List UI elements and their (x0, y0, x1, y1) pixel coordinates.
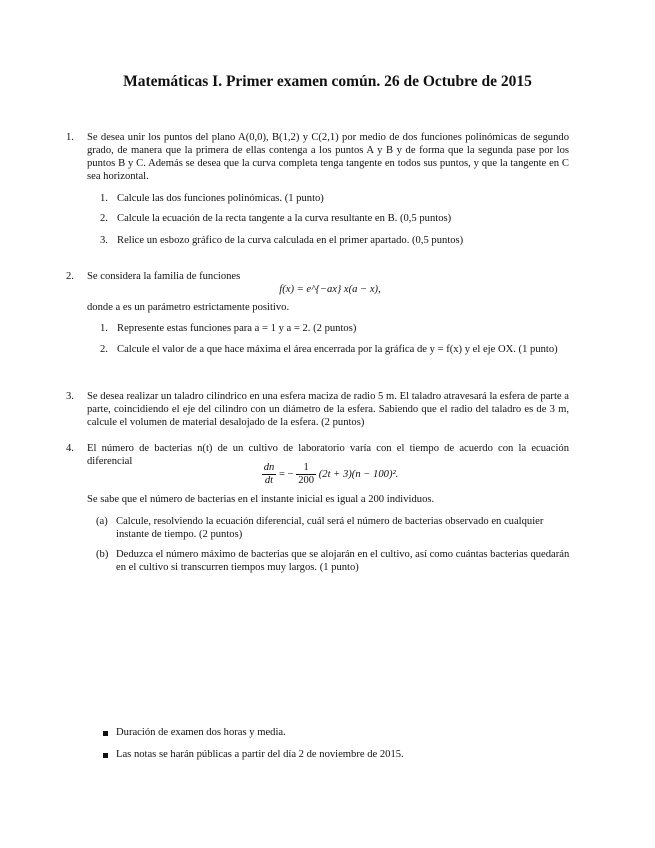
problem-2 (66, 270, 569, 283)
problem-number: 4. (66, 443, 74, 454)
exam-title: Matemáticas I. Primer examen común. 26 de Octubre de 2015 (123, 73, 532, 90)
item-text: Calcule las dos funciones polinómicas. (1 punto) (117, 193, 324, 204)
equation-rest: (2t + 3)(n − 100)². (318, 468, 399, 480)
equals-sign: = − (278, 468, 294, 480)
item-number: 2. (100, 344, 108, 355)
item-text: Relice un esbozo gráfico de la curva calculada en el primer apartado. (0,5 puntos) (117, 235, 464, 246)
bullet-icon (103, 731, 108, 736)
problem-1-item-3 (100, 234, 570, 247)
fraction-1-200 (296, 462, 316, 487)
item-text: Calcule el valor de a que hace máxima el área encerrada por la gráfica de y = f(x) y el eje OX. (1 punto) (117, 344, 558, 355)
problem-number: 2. (66, 271, 74, 282)
equation-f: f(x) = e^{−ax} x(a − x), (279, 284, 381, 295)
note-1: Duración de examen dos horas y media. (116, 727, 286, 738)
item-number: 3. (100, 235, 108, 246)
problem-text: El número de bacterias n(t) de un cultivo de laboratorio varía con el tiempo de acuerdo con la ecuación diferencial (87, 443, 569, 467)
problem-1-item-2 (100, 212, 570, 225)
problem-1-text: Se desea unir los puntos del plano A(0,0), B(1,2) y C(2,1) por medio de dos funciones polinómicas de segundo grado, de manera que la primera de ellas contenga a los puntos A y B y de forma que la segunda pase por los puntos B y C. Además se desea que la curva completa tenga tangente en todos sus puntos, y que la tangente en C sea horizontal. (87, 132, 569, 182)
item-text: Calcule, resolviendo la ecuación diferencial, cuál será el número de bacterias observado en cualquier instante de tiempo. (2 puntos) (116, 516, 544, 540)
item-text: Represente estas funciones para a = 1 y a = 2. (2 puntos) (117, 323, 357, 334)
problem-1-item-1 (100, 192, 570, 205)
problem-3 (66, 390, 569, 429)
item-number: (a) (96, 516, 108, 527)
fraction-numerator: dn (263, 462, 275, 473)
item-number: (b) (96, 549, 109, 560)
fraction-numerator: 1 (296, 462, 316, 475)
item-number: 1. (100, 323, 108, 334)
problem-text (87, 131, 569, 183)
item-text: Calcule la ecuación de la recta tangente a la curva resultante en B. (0,5 puntos) (117, 213, 452, 224)
problem-4-item-b (96, 548, 570, 574)
fraction-dn-dt (262, 462, 277, 487)
problem-text: Se desea realizar un taladro cilíndrico en una esfera maciza de radio 5 m. El taladro atravesará la esfera de parte a parte, coincidiendo el eje del cilindro con un diámetro de la esfera. Sabiendo que el radio del taladro es de 3 m, calcule el volumen de material desalojado de la esfera. (2 puntos) (87, 391, 569, 428)
item-text: Deduzca el número máximo de bacterias que se alojarán en el cultivo, así como cuántas bacterias quedarán en el cultivo si transcurren tiempos muy largos. (1 punto) (116, 549, 570, 573)
problem-number: 3. (66, 391, 74, 402)
problem-4-after: Se sabe que el número de bacterias en el instante inicial es igual a 200 individuos. (87, 494, 435, 505)
problem-4-item-a (96, 515, 570, 541)
differential-equation (180, 462, 480, 487)
fraction-denominator: 200 (298, 475, 315, 486)
item-number: 1. (100, 193, 108, 204)
item-number: 2. (100, 213, 108, 224)
problem-1 (66, 131, 569, 183)
fraction-denominator: dt (264, 475, 274, 486)
problem-2-item-1 (100, 322, 570, 335)
problem-2-item-2 (100, 343, 570, 356)
problem-text: Se considera la familia de funciones (87, 271, 241, 282)
problem-2-after: donde a es un parámetro estrictamente positivo. (87, 302, 290, 313)
problem-number: 1. (66, 132, 74, 143)
note-2: Las notas se harán públicas a partir del día 2 de noviembre de 2015. (116, 749, 404, 760)
bullet-icon (103, 753, 108, 758)
